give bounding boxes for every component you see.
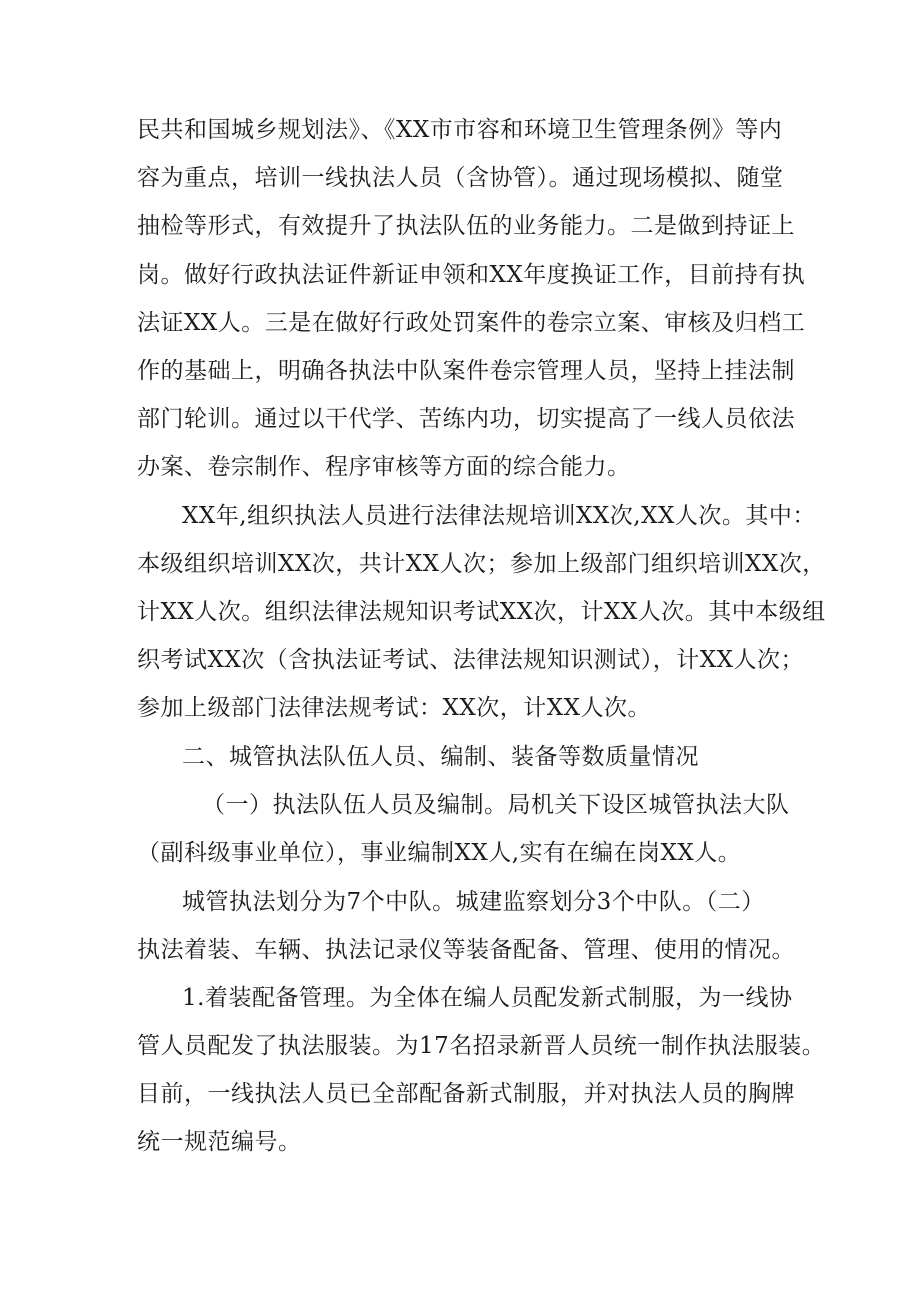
text-line: 织考试XX次（含执法证考试、法律法规知识测试），计XX人次；	[137, 647, 804, 673]
text-line: 本级组织培训XX次，共计XX人次；参加上级部门组织培训XX次，	[137, 551, 826, 577]
paragraph-start-line: XX年,组织执法人员进行法律法规培训XX次,XX人次。其中：	[182, 503, 816, 529]
text-line: 岗。做好行政执法证件新证申领和XX年度换证工作，目前持有执	[137, 262, 806, 288]
text-line: 参加上级部门法律法规考试：XX次，计XX人次。	[137, 695, 651, 721]
text-line: 管人员配发了执法服装。为17名招录新晋人员统一制作执法服装。	[137, 1033, 826, 1059]
subsection-heading: （一）执法队伍人员及编制。局机关下设区城管执法大队	[202, 792, 790, 818]
paragraph-start-line: 1.着装配备管理。为全体在编人员配发新式制服，为一线协	[182, 985, 793, 1011]
text-line: 容为重点，培训一线执法人员（含协管）。通过现场模拟、随堂	[137, 165, 784, 191]
text-line: 统一规范编号。	[137, 1129, 302, 1155]
text-line: 目前，一线执法人员已全部配备新式制服，并对执法人员的胸牌	[137, 1081, 795, 1107]
text-line: 作的基础上，明确各执法中队案件卷宗管理人员，坚持上挂法制	[137, 358, 795, 384]
text-line: 执法着装、车辆、执法记录仪等装备配备、管理、使用的情况。	[137, 937, 795, 963]
text-line: 计XX人次。组织法律法规知识考试XX次，计XX人次。其中本级组	[137, 599, 826, 625]
paragraph-start-line: 城管执法划分为7个中队。城建监察划分3个中队。（二）	[182, 889, 765, 915]
text-line: 民共和国城乡规划法》、《XX市市容和环境卫生管理条例》等内	[137, 117, 783, 143]
text-line: 办案、卷宗制作、程序审核等方面的综合能力。	[137, 454, 631, 480]
text-line: 抽检等形式，有效提升了执法队伍的业务能力。二是做到持证上	[137, 213, 795, 239]
text-line: 部门轮训。通过以干代学、苦练内功，切实提高了一线人员依法	[137, 406, 795, 432]
text-line: （副科级事业单位），事业编制XX人,实有在编在岗XX人。	[137, 840, 742, 866]
section-heading: 二、城管执法队伍人员、编制、装备等数质量情况	[182, 744, 699, 770]
text-line: 法证XX人。三是在做好行政处罚案件的卷宗立案、审核及归档工	[137, 310, 806, 336]
